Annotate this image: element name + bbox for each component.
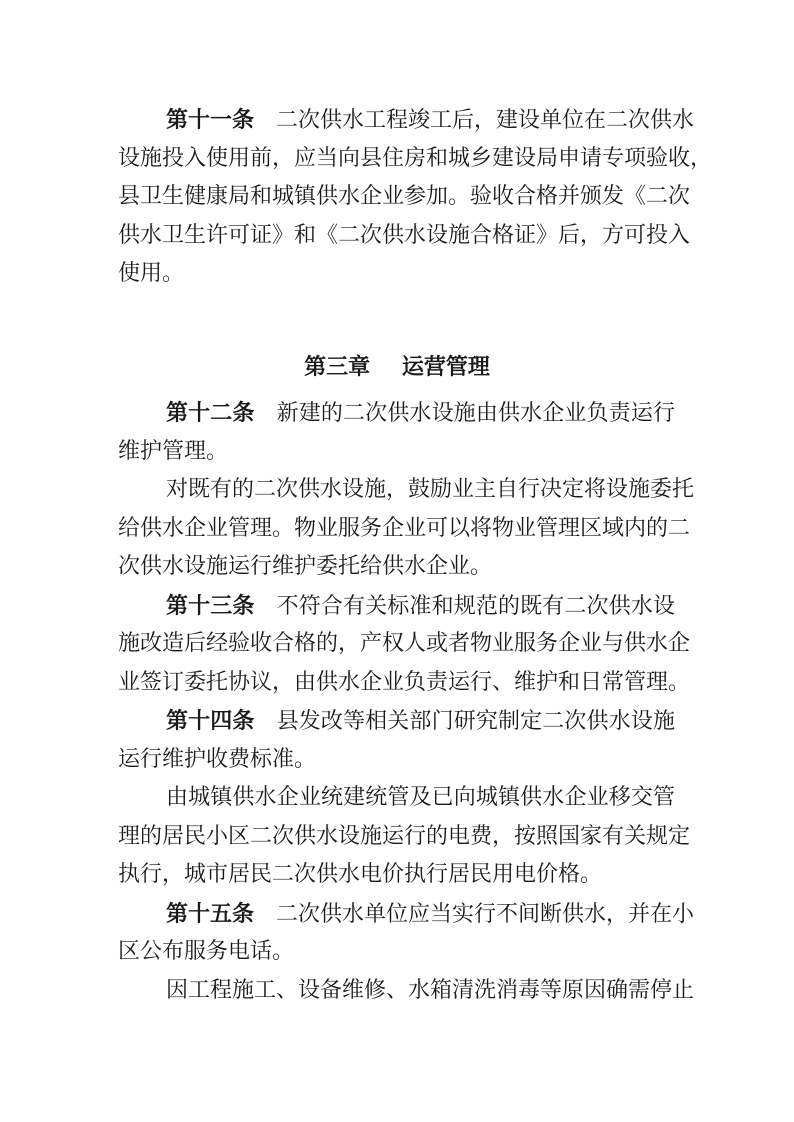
line-text: 业签订委托协议，由供水企业负责运行、维护和日常管理。 xyxy=(118,669,691,695)
text-line xyxy=(118,255,675,294)
text-line xyxy=(118,856,675,895)
text-line xyxy=(118,101,695,140)
text-line xyxy=(118,664,691,703)
chapter-number: 第三章 xyxy=(304,354,371,380)
line-text: 运行维护收费标准。 xyxy=(118,746,317,772)
text-line xyxy=(118,433,675,472)
line-text: 因工程施工、设备维修、水箱清洗消毒等原因确需停止 xyxy=(166,977,695,1003)
section-chapter-3-body xyxy=(118,394,695,1010)
line-text: 执行，城市居民二次供水电价执行居民用电价格。 xyxy=(118,862,603,887)
line-text: 区公布服务电话。 xyxy=(118,939,295,964)
line-text: 次供水设施运行维护委托给供水企业。 xyxy=(118,554,493,579)
text-line xyxy=(118,933,675,972)
line-text: 不符合有关标准和规范的既有二次供水设 xyxy=(276,593,675,619)
text-line xyxy=(118,394,675,433)
article-number: 第十五条 xyxy=(166,900,255,927)
article-number: 第十四条 xyxy=(166,708,255,734)
text-line xyxy=(118,217,691,256)
line-text: 新建的二次供水设施由供水企业负责运行 xyxy=(276,401,675,426)
line-text: 二次供水单位应当实行不间断供水，并在小 xyxy=(276,901,695,927)
text-line xyxy=(118,818,691,857)
line-text: 给供水企业管理。物业服务企业可以将物业管理区域内的二 xyxy=(118,515,691,541)
article-number: 第十三条 xyxy=(166,592,255,619)
text-line xyxy=(118,779,675,818)
text-line xyxy=(118,140,713,179)
line-text: 由城镇供水企业统建统管及已向城镇供水企业移交管 xyxy=(166,785,675,810)
text-line xyxy=(118,895,695,934)
text-line xyxy=(118,587,675,626)
line-text: 施改造后经验收合格的，产权人或者物业服务企业与供水企 xyxy=(118,631,691,656)
article-paragraph xyxy=(118,895,695,972)
text-line xyxy=(118,702,675,741)
article-paragraph xyxy=(118,702,675,779)
text-line xyxy=(118,510,691,549)
text-line xyxy=(118,178,691,217)
article-paragraph xyxy=(118,394,675,471)
text-line xyxy=(118,625,691,664)
line-text: 二次供水工程竣工后，建设单位在二次供水 xyxy=(276,108,695,133)
line-text: 维护管理。 xyxy=(118,438,229,464)
article-paragraph xyxy=(118,101,713,294)
text-line xyxy=(118,548,675,587)
line-text: 供水卫生许可证》和《二次供水设施合格证》后，方可投入 xyxy=(118,222,691,248)
line-text: 使用。 xyxy=(118,261,185,286)
line-text: 理的居民小区二次供水设施运行的电费，按照国家有关规定 xyxy=(118,823,691,849)
text-line xyxy=(118,471,695,510)
article-paragraph xyxy=(118,587,691,703)
line-text: 对既有的二次供水设施，鼓励业主自行决定将设施委托 xyxy=(166,477,695,502)
article-number: 第十二条 xyxy=(166,400,255,426)
chapter-title: 运营管理 xyxy=(401,354,490,380)
line-text: 县发改等相关部门研究制定二次供水设施 xyxy=(276,709,675,734)
line-text: 县卫生健康局和城镇供水企业参加。验收合格并颁发《二次 xyxy=(118,184,691,209)
article-number: 第十一条 xyxy=(166,107,255,133)
text-line xyxy=(118,972,695,1011)
text-line xyxy=(118,741,675,780)
line-text: 设施投入使用前，应当向县住房和城乡建设局申请专项验收， xyxy=(118,145,713,171)
paragraph xyxy=(118,471,695,587)
paragraph xyxy=(118,779,691,895)
section-article-11 xyxy=(118,101,713,294)
chapter-heading xyxy=(0,348,794,387)
paragraph xyxy=(118,972,695,1011)
